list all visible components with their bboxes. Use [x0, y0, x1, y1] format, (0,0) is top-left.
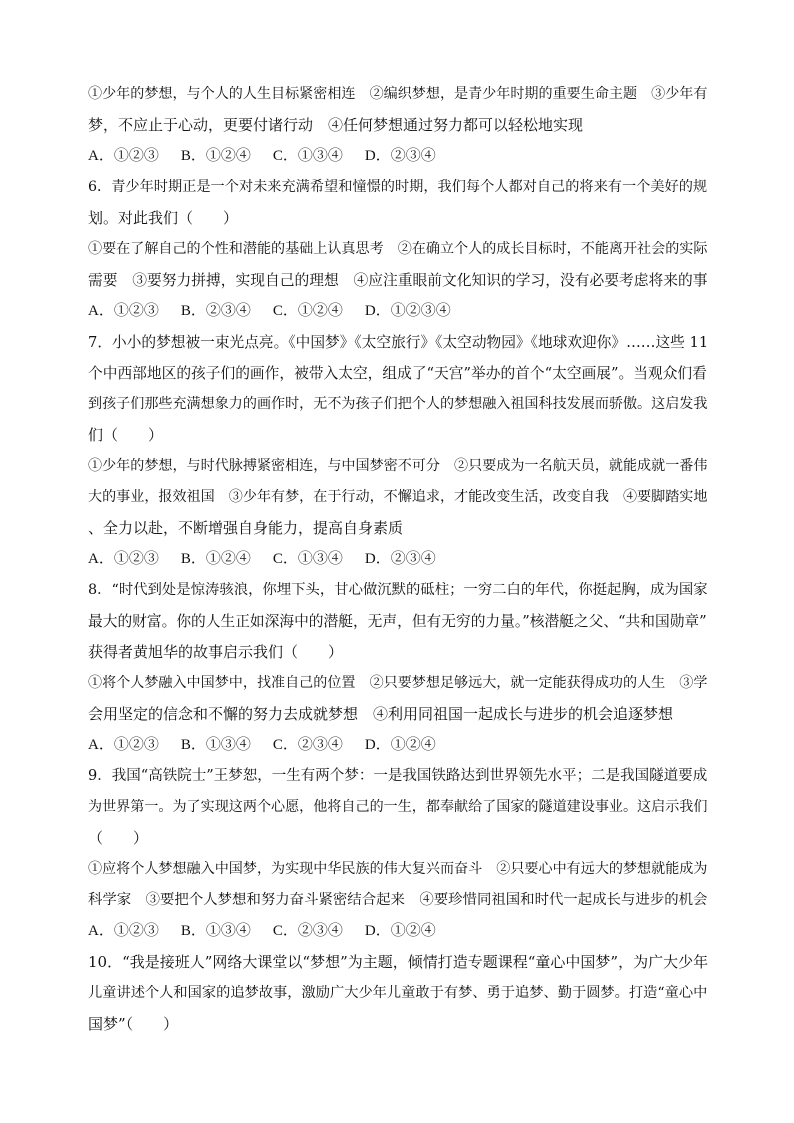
- option-c: C．①③④: [272, 551, 343, 567]
- answer-options: [88, 296, 708, 327]
- option-b: B．①②④: [180, 551, 251, 567]
- statement-line: ①少年的梦想，与个人的人生目标紧密相连 ②编织梦想，是青少年时期的重要生命主题 ③少年有: [88, 86, 708, 102]
- statement-line: ①要在了解自己的个性和潜能的基础上认真思考 ②在确立个人的成长目标时，不能离开社会的实际: [88, 241, 708, 257]
- question-stem: 儿童讲述个人和国家的追梦故事，激励广大少年儿童敢于有梦、勇于追梦、勤于圆梦。打造“童心中: [88, 985, 708, 1001]
- option-c: C．①③④: [272, 148, 343, 164]
- statement-line: ①少年的梦想，与时代脉搏紧密相连，与中国梦密不可分 ②只要成为一名航天员，就能成就一番伟: [88, 458, 708, 474]
- option-a: A．①②③: [88, 737, 159, 753]
- statement-line: 科学家 ③要把个人梦想和努力奋斗紧密结合起来 ④要珍惜同祖国和时代一起成长与进步的机会: [88, 892, 708, 908]
- question-10: [88, 947, 708, 1040]
- statement-line: 大的事业，报效祖国 ③少年有梦，在于行动，不懈追求，才能改变生活，改变自我 ④要脚踏实地: [88, 489, 708, 505]
- question-stem: 8．“时代到处是惊涛骇浪，你埋下头，甘心做沉默的砥柱；一穷二白的年代，你挺起胸，成为国家: [88, 582, 708, 598]
- exam-page: [88, 79, 708, 1040]
- question-stem: 获得者黄旭华的故事启示我们（ ）: [88, 643, 344, 661]
- answer-options: [88, 544, 708, 575]
- statement-line: ①应将个人梦想融入中国梦，为实现中华民族的伟大复兴而奋斗 ②只要心中有远大的梦想就能成为: [88, 861, 708, 877]
- question-stem: 7．小小的梦想被一束光点亮。《中国梦》《太空旅行》《太空动物园》《地球欢迎你》……这些 11: [88, 334, 709, 351]
- option-a: A．①②③: [88, 551, 159, 567]
- question-stem: （ ）: [88, 829, 149, 847]
- question-stem: 最大的财富。你的人生正如深海中的潜艇，无声，但有无穷的力量。”核潜艇之父、“共和国勋章”: [88, 613, 707, 630]
- answer-options: [88, 730, 708, 761]
- answer-options: [88, 141, 708, 172]
- option-c: C．①②④: [272, 303, 343, 319]
- question-8: [88, 575, 708, 761]
- option-b: B．①②④: [180, 148, 251, 164]
- question-5-tail: [88, 79, 708, 172]
- question-stem: 们（ ）: [88, 426, 164, 444]
- option-b: B．①③④: [180, 737, 251, 753]
- question-6: [88, 172, 708, 327]
- option-d: D．①②④: [364, 923, 436, 939]
- option-d: D．②③④: [364, 551, 436, 567]
- option-b: B．①③④: [180, 923, 251, 939]
- question-7: [88, 327, 708, 575]
- question-stem: 个中西部地区的孩子们的画作，被带入太空，组成了“天宫”举办的首个“太空画展”。当观众们看: [88, 365, 707, 382]
- question-stem: 到孩子们那些充满想象力的画作时，无不为孩子们把个人的梦想融入祖国科技发展而骄傲。这启发我: [88, 396, 708, 412]
- statement-line: 会用坚定的信念和不懈的努力去成就梦想 ④利用同祖国一起成长与进步的机会追逐梦想: [88, 705, 674, 723]
- option-b: B．②③④: [180, 303, 251, 319]
- option-c: C．②③④: [272, 737, 343, 753]
- option-d: D．②③④: [364, 148, 436, 164]
- question-9: [88, 761, 708, 947]
- statement-line: 梦，不应止于心动，更要付诸行动 ④任何梦想通过努力都可以轻松地实现: [88, 116, 584, 134]
- question-stem: 国梦”（ ）: [88, 1015, 179, 1033]
- option-a: A．①②③: [88, 148, 159, 164]
- option-a: A．①②③: [88, 303, 159, 319]
- statement-line: ①将个人梦融入中国梦中，找准自己的位置 ②只要梦想足够远大，就一定能获得成功的人生 ③学: [88, 675, 708, 691]
- option-a: A．①②③: [88, 923, 159, 939]
- question-stem: 10．“我是接班人”网络大课堂以“梦想”为主题，倾情打造专题课程“童心中国梦”，为广大少年: [88, 953, 709, 971]
- question-stem: 6．青少年时期正是一个对未来充满希望和憧憬的时期，我们每个人都对自己的将来有一个美好的规: [88, 179, 708, 195]
- question-stem: 9．我国“高铁院士”王梦恕，一生有两个梦：一是我国铁路达到世界领先水平；二是我国隧道要成: [88, 768, 708, 784]
- statement-line: 、全力以赴，不断增强自身能力，提高自身素质: [88, 519, 404, 537]
- option-c: C．②③④: [272, 923, 343, 939]
- answer-options: [88, 916, 708, 947]
- question-stem: 为世界第一。为了实现这两个心愿，他将自己的一生，都奉献给了国家的隧道建设事业。这启示我们: [88, 799, 708, 815]
- statement-line: 需要 ③要努力拼搏，实现自己的理想 ④应注重眼前文化知识的学习，没有必要考虑将来的事: [88, 272, 708, 289]
- question-stem: 划。对此我们（ ）: [88, 209, 239, 227]
- option-d: D．①②③④: [364, 303, 451, 319]
- option-d: D．①②④: [364, 737, 436, 753]
